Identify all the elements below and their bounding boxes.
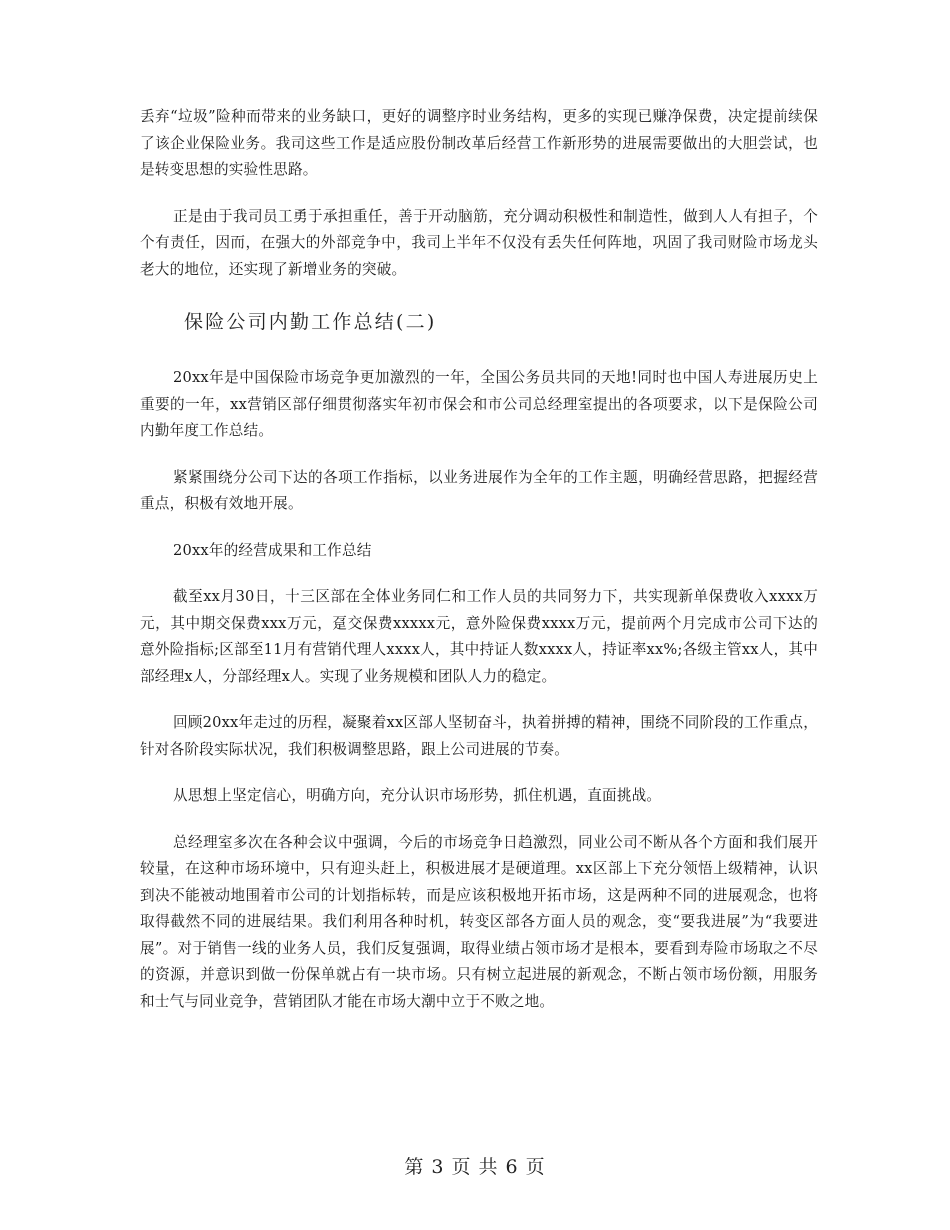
subheading-paragraph: 20xx年的经营成果和工作总结 [173,541,372,559]
section-heading: 保险公司内勤工作总结(二) [184,311,437,333]
paragraph: 截至xx月30日，十三区部在全体业务同仁和工作人员的共同努力下，共实现新单保费收入xxxx万元，其中期交保费xxx万元，趸交保费xxxxx元，意外险保费xxxx万元，提前两个月完成市公司下达的意外险指标;区部至11月有营销代理人xxxx人，其中持证人数xxxx人，持证率xx%;各级主管xx人，其中部经理x人，分部经理x人。实现了业务规模和团队人力的稳定。 [140,588,818,685]
paragraph: 20xx年是中国保险市场竞争更加激烈的一年，全国公务员共同的天地!同时也中国人寿进展历史上重要的一年，xx营销区部仔细贯彻落实年初市保会和市公司总经理室提出的各项要求，以下是保险公司内勤年度工作总结。 [140,369,818,439]
paragraph: 紧紧围绕分公司下达的各项工作指标，以业务进展作为全年的工作主题，明确经营思路，把握经营重点，积极有效地开展。 [140,468,818,512]
document-body [140,104,818,1035]
paragraph: 正是由于我司员工勇于承担重任，善于开动脑筋，充分调动积极性和制造性，做到人人有担子，个个有责任，因而，在强大的外部竞争中，我司上半年不仅没有丢失任何阵地，巩固了我司财险市场龙头老大的地位，还实现了新增业务的突破。 [140,207,818,278]
paragraph: 总经理室多次在各种会议中强调，今后的市场竞争日趋激烈，同业公司不断从各个方面和我们展开较量，在这种市场环境中，只有迎头赶上，积极进展才是硬道理。xx区部上下充分领悟上级精神，认识到决不能被动地围着市公司的计划指标转，而是应该积极地开拓市场，这是两种不同的进展观念，也将取得截然不同的进展结果。我们利用各种时机，转变区部各方面人员的观念，变“要我进展”为“我要进展”。对于销售一线的业务人员，我们反复强调，取得业绩占领市场才是根本，要看到寿险市场取之不尽的资源，并意识到做一份保单就占有一块市场。只有树立起进展的新观念，不断占领市场份额，用服务和士气与同业竞争，营销团队才能在市场大潮中立于不败之地。 [140,833,818,1010]
paragraph: 回顾20xx年走过的历程，凝聚着xx区部人坚韧奋斗，执着拼搏的精神，围绕不同阶段的工作重点，针对各阶段实际状况，我们积极调整思路，跟上公司进展的节奏。 [140,714,818,758]
paragraph: 丢弃“垃圾”险种而带来的业务缺口，更好的调整序时业务结构，更多的实现已赚净保费，决定提前续保了该企业保险业务。我司这些工作是适应股份制改革后经营工作新形势的进展需要做出的大胆尝试，也是转变思想的实验性思路。 [140,108,818,178]
paragraph: 从思想上坚定信心，明确方向，充分认识市场形势，抓住机遇，直面挑战。 [173,787,662,804]
page-number-footer: 第 3 页 共 6 页 [404,1156,546,1178]
